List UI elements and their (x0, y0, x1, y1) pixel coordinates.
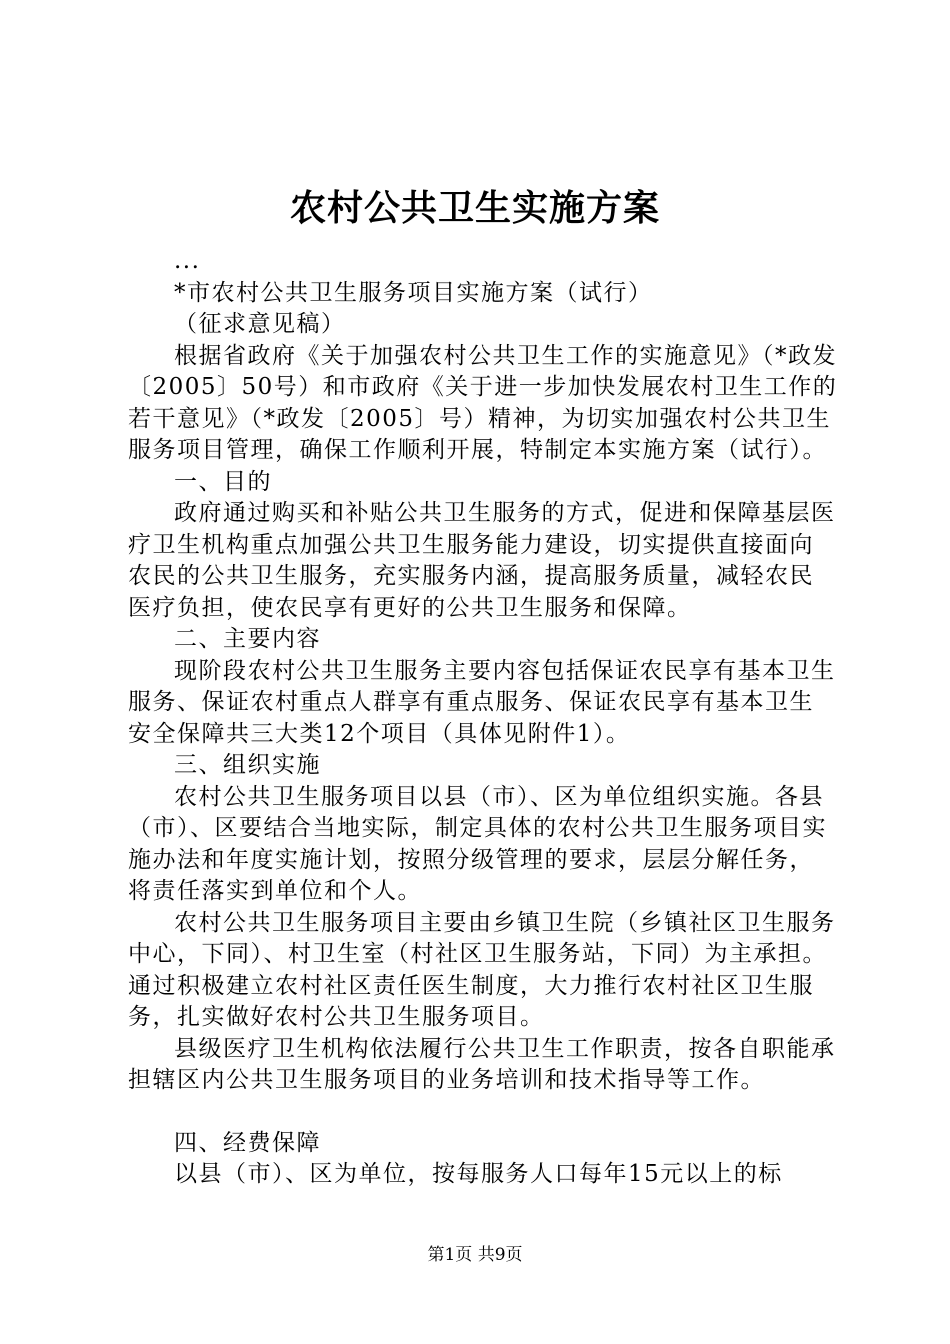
paragraph-subtitle: *市农村公共卫生服务项目实施方案（试行） (174, 279, 653, 306)
paragraph-funding: 以县（市）、区为单位，按每服务人口每年15元以上的标 (174, 1161, 783, 1187)
section-heading-purpose: 一、目的 (174, 468, 272, 495)
section-heading-organization: 三、组织实施 (174, 752, 321, 778)
page-footer: 第1页 共9页 (427, 1245, 523, 1265)
paragraph-intro: 根据省政府《关于加强农村公共卫生工作的实施意见》（*政发〔2005〕50号）和市政府《关于进一步加快发展农村卫生工作的若干意见》（*政发〔2005〕号）精神，为切实加强农村公共卫生服务项目管理，确保工作顺利开展，特制定本实施方案（试行）。 (128, 342, 838, 463)
paragraph-content: 现阶段农村公共卫生服务主要内容包括保证农民享有基本卫生服务、保证农村重点人群享有重点服务、保证农民享有基本卫生安全保障共三大类12个项目（具体见附件1）。 (128, 657, 836, 747)
paragraph-draft-note: （征求意见稿） (174, 311, 346, 337)
document-title: 农村公共卫生实施方案 (289, 187, 660, 229)
paragraph-ellipsis: ... (174, 248, 201, 274)
section-heading-content: 二、主要内容 (174, 626, 321, 652)
paragraph-organization-2: 农村公共卫生服务项目主要由乡镇卫生院（乡镇社区卫生服务中心，下同）、村卫生室（村社区卫生服务站，下同）为主承担。通过积极建立农村社区责任医生制度，大力推行农村社区卫生服务，扎实做好农村公共卫生服务项目。 (128, 909, 836, 1030)
paragraph-purpose: 政府通过购买和补贴公共卫生服务的方式，促进和保障基层医疗卫生机构重点加强公共卫生服务能力建设，切实提供直接面向农民的公共卫生服务，充实服务内涵，提高服务质量，减轻农民医疗负担，使农民享有更好的公共卫生服务和保障。 (128, 500, 836, 621)
document-body (128, 246, 838, 1191)
section-heading-funding: 四、经费保障 (174, 1129, 321, 1156)
paragraph-organization-1: 农村公共卫生服务项目以县（市）、区为单位组织实施。各县（市）、区要结合当地实际，制定具体的农村公共卫生服务项目实施办法和年度实施计划，按照分级管理的要求，层层分解任务，将责任落实到单位和个人。 (128, 783, 827, 904)
paragraph-organization-3: 县级医疗卫生机构依法履行公共卫生工作职责，按各自职能承担辖区内公共卫生服务项目的业务培训和技术指导等工作。 (128, 1035, 836, 1093)
